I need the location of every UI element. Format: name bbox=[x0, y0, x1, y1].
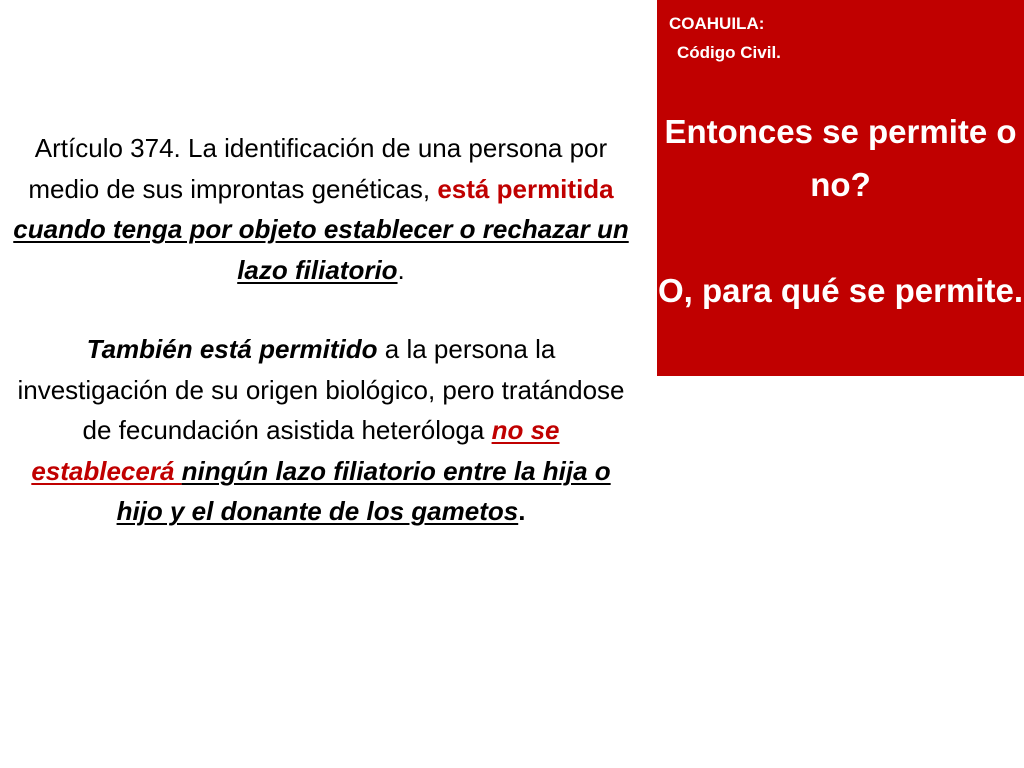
period: . bbox=[518, 496, 526, 526]
permitted-phrase: está permitida bbox=[437, 173, 614, 204]
article-paragraph-1 bbox=[8, 128, 634, 290]
panel-heading bbox=[669, 9, 781, 67]
question-purpose: O, para qué se permite. bbox=[658, 272, 1023, 309]
paragraph-spacer bbox=[8, 290, 634, 329]
question-panel bbox=[657, 0, 1024, 376]
investigation-text: a la persona la investigación de su origen biológico, pero tratándose de fecundación asistida heteróloga bbox=[17, 334, 625, 445]
no-filiation-phrase: ningún lazo filiatorio entre la hija o hijo y el donante de los gametos bbox=[116, 455, 611, 526]
article-paragraph-2 bbox=[8, 329, 634, 532]
condition-phrase: cuando tenga por objeto establecer o rechazar un lazo filiatorio bbox=[13, 214, 629, 285]
code-label: Código Civil. bbox=[677, 43, 781, 62]
period: . bbox=[397, 254, 405, 285]
article-text bbox=[8, 128, 634, 532]
state-label: COAHUILA: bbox=[669, 14, 765, 33]
no-link-phrase: no se establecerá bbox=[31, 415, 560, 486]
article-374-intro: Artículo 374. La identificación de una persona por medio de sus improntas genéticas, bbox=[28, 133, 608, 204]
also-permitted-phrase: También está permitido bbox=[86, 334, 378, 364]
question-permitted: Entonces se permite o no? bbox=[664, 113, 1017, 203]
panel-questions bbox=[657, 105, 1024, 317]
question-spacer bbox=[657, 211, 1024, 264]
